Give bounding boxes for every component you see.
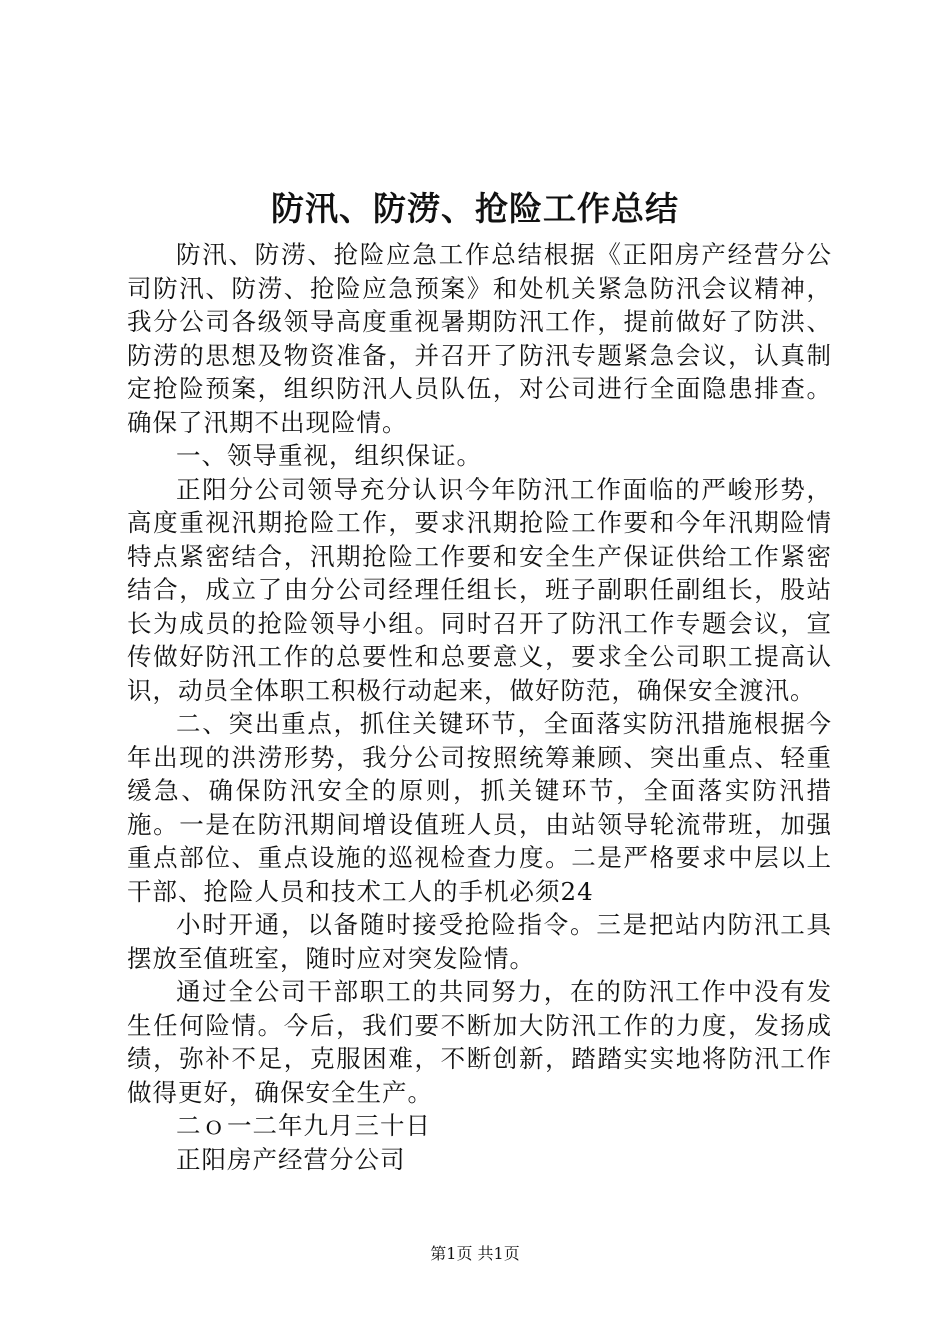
section-heading-1: 一、领导重视，组织保证。 [176,441,482,470]
document-title: 防汛、防涝、抢险工作总结 [271,189,679,228]
document-signature: 正阳房产经营分公司 [176,1144,406,1174]
paragraph-continuation: 小时开通，以备随时接受抢险指令。三是把站内防汛工具摆放至值班室，随时应对突发险情。 [127,910,832,973]
document-body [127,238,832,1176]
paragraph-leadership: 正阳分公司领导充分认识今年防汛工作面临的严峻形势，高度重视汛期抢险工作，要求汛期抢险工作要和今年汛期险情特点紧密结合，汛期抢险工作要和安全生产保证供给工作紧密结合，成立了由分公司经理任组长，班子副职任副组长，股站长为成员的抢险领导小组。同时召开了防汛工作专题会议，宣传做好防汛工作的总要性和总要意义，要求全公司职工提高认识，动员全体职工积极行动起来，做好防范，确保安全渡汛。 [127,474,832,705]
paragraph-intro: 防汛、防涝、抢险应急工作总结根据《正阳房产经营分公司防汛、防涝、抢险应急预案》和处机关紧急防汛会议精神，我分公司各级领导高度重视暑期防汛工作，提前做好了防洪、防涝的思想及物资准备，并召开了防汛专题紧急会议，认真制定抢险预案，组织防汛人员队伍，对公司进行全面隐患排查。确保了汛期不出现险情。 [127,240,832,437]
section-paragraph-2: 二、突出重点，抓住关键环节，全面落实防汛措施根据今年出现的洪涝形势，我分公司按照统筹兼顾、突出重点、轻重缓急、确保防汛安全的原则，抓关键环节，全面落实防汛措施。一是在防汛期间增设值班人员，由站领导轮流带班，加强重点部位、重点设施的巡视检查力度。二是严格要求中层以上干部、抢险人员和技术工人的手机必须24 [127,709,832,906]
page-footer: 第1页 共1页 [430,1244,520,1263]
paragraph-conclusion: 通过全公司干部职工的共同努力，在的防汛工作中没有发生任何险情。今后，我们要不断加大防汛工作的力度，发扬成绩，弥补不足，克服困难，不断创新，踏踏实实地将防汛工作做得更好，确保安全生产。 [127,977,832,1107]
document-date: 二ｏ一二年九月三十日 [176,1111,431,1140]
